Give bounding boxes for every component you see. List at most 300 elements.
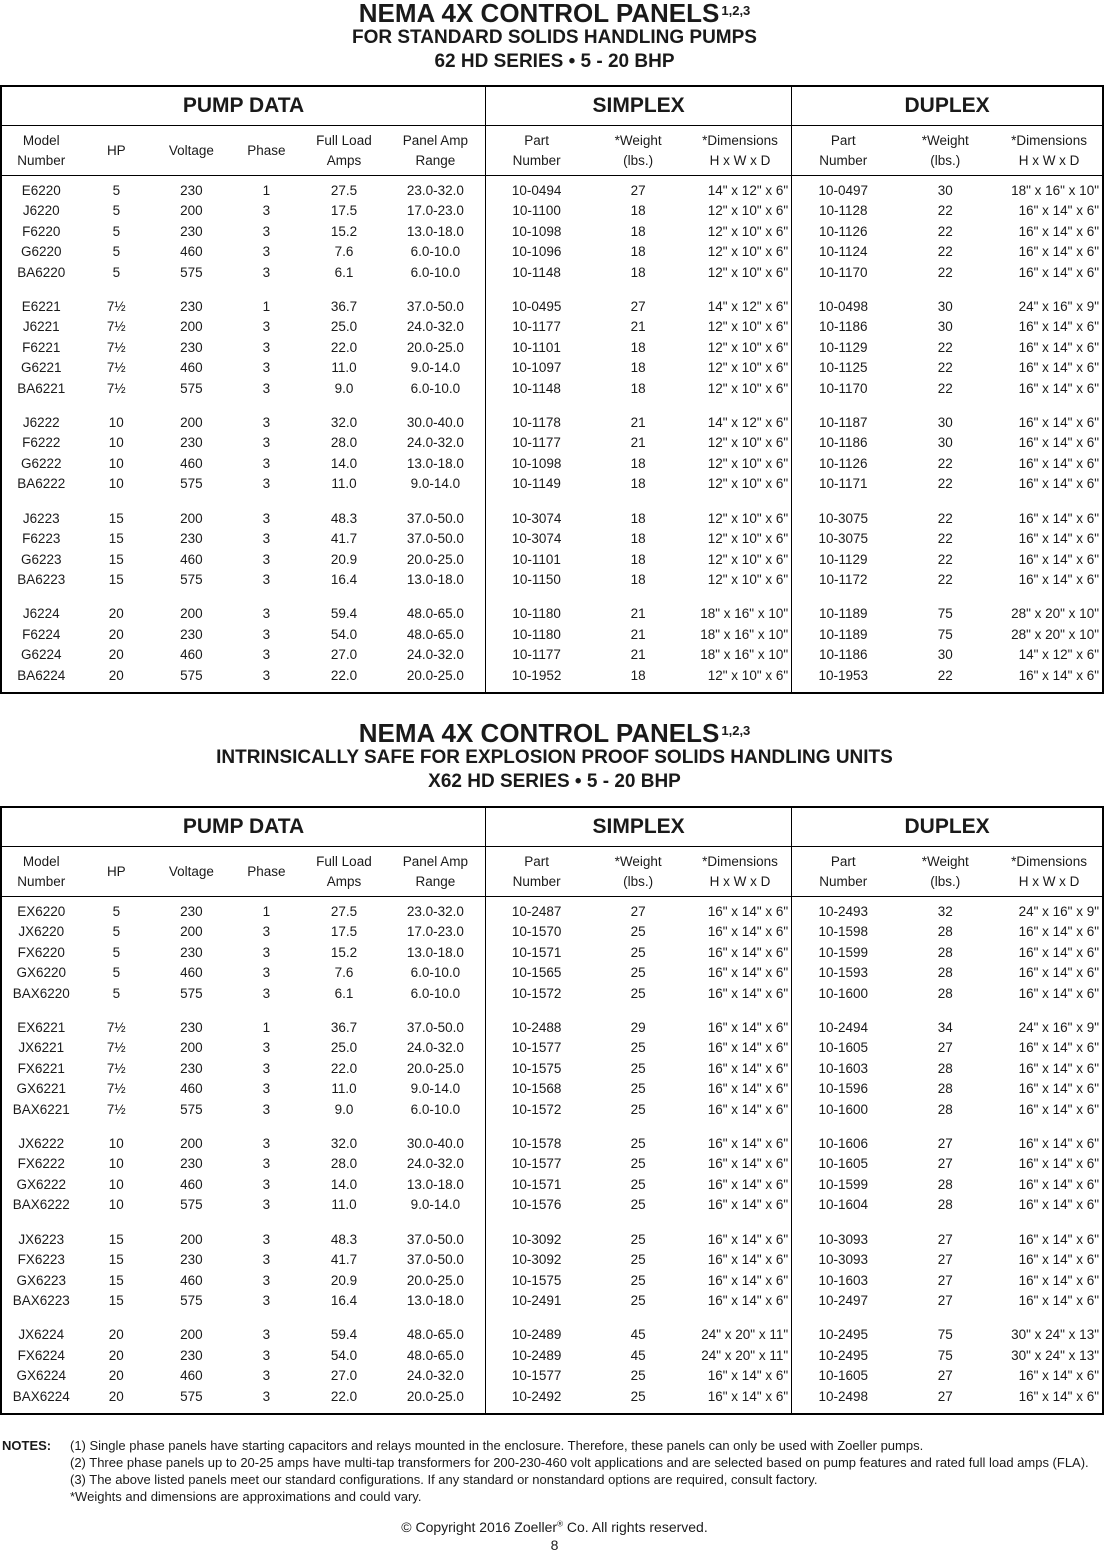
notes-lines — [70, 1437, 1089, 1505]
cell-value: 7½ — [106, 360, 126, 376]
cell-value: GX6223 — [16, 1272, 67, 1288]
cell-value: F6223 — [22, 531, 61, 547]
table-cell — [486, 408, 588, 504]
cell-value: 34 — [937, 1020, 953, 1036]
table-cell — [81, 176, 153, 293]
cell-value: 6.0-10.0 — [410, 1101, 461, 1117]
note-3: (3) The above listed panels meet our standard configurations. If any standard or nonstandard options are required, consult factory. — [70, 1472, 818, 1487]
cell-value: 16" x 14" x 6" — [707, 944, 789, 960]
cell-value: GX6221 — [16, 1081, 67, 1097]
table-cell — [231, 1013, 303, 1129]
cell-value: 27 — [937, 1040, 953, 1056]
table-cell — [1, 292, 81, 408]
group-header-row — [1, 86, 1103, 126]
cell-value: 22.0 — [330, 339, 358, 355]
table-cell — [792, 897, 895, 1014]
cell-value: 3 — [262, 1136, 271, 1152]
cell-value: GX6224 — [16, 1368, 67, 1384]
cell-value: 37.0-50.0 — [406, 510, 464, 526]
cell-value: 16" x 14" x 6" — [1018, 1136, 1099, 1152]
cell-value: 28 — [937, 1176, 953, 1192]
group-header-duplex: DUPLEX — [792, 86, 1103, 126]
cell-value: 10-3093 — [818, 1231, 869, 1247]
cell-value: 10-1189 — [819, 626, 868, 642]
cell-value: 10-1180 — [512, 606, 561, 622]
table-cell — [587, 292, 689, 408]
column-header-line: (lbs.) — [930, 152, 961, 168]
cell-value: 12" x 10" x 6" — [707, 360, 789, 376]
table-cell — [302, 1013, 386, 1129]
cell-value: 230 — [180, 1347, 203, 1363]
cell-value: 30 — [937, 319, 953, 335]
cell-value: 10 — [108, 476, 124, 492]
table-cell — [894, 504, 996, 600]
cell-value: 16" x 14" x 6" — [1018, 571, 1099, 587]
cell-value: 48.3 — [330, 510, 358, 526]
cell-value: 10 — [108, 415, 124, 431]
table-cell — [587, 897, 689, 1014]
cell-value: 10-1598 — [818, 924, 869, 940]
cell-value: 16" x 14" x 6" — [707, 1156, 789, 1172]
cell-value: 10-1177 — [512, 319, 561, 335]
cell-value: 10-1177 — [512, 435, 561, 451]
cell-value: 230 — [180, 339, 203, 355]
column-header — [81, 126, 153, 176]
cell-value: 10-1593 — [818, 965, 869, 981]
cell-value: 18 — [630, 244, 646, 260]
table-cell — [1, 1225, 81, 1321]
cell-value: 10-1124 — [819, 244, 868, 260]
cell-value: 24.0-32.0 — [406, 1040, 464, 1056]
table-cell — [792, 1129, 895, 1225]
note-2: (2) Three phase panels up to 20-25 amps have multi-tap transformers for 200-230-460 volt applications and are selected based on pump features and rated full load amps (FLA). — [70, 1455, 1089, 1470]
cell-value: 16" x 14" x 6" — [1018, 415, 1099, 431]
cell-value: FX6223 — [17, 1252, 65, 1268]
cell-value: 10-1172 — [819, 571, 868, 587]
column-header-line: Range — [415, 152, 456, 168]
table1-control-panels — [0, 85, 1104, 694]
table-cell — [996, 504, 1103, 600]
cell-value: 37.0-50.0 — [406, 299, 464, 315]
cell-value: 6.0-10.0 — [410, 380, 461, 396]
cell-value: 10-1129 — [819, 551, 868, 567]
cell-value: 3 — [262, 1101, 271, 1117]
cell-value: 10-1177 — [512, 647, 561, 663]
cell-value: BA6223 — [17, 571, 66, 587]
cell-value: 10-2497 — [818, 1292, 869, 1308]
table-cell — [792, 504, 895, 600]
cell-value: 460 — [180, 551, 203, 567]
cell-value: 10-1953 — [818, 667, 869, 683]
cell-value: FX6221 — [17, 1060, 65, 1076]
table-cell — [486, 1225, 588, 1321]
cell-value: BA6221 — [17, 380, 66, 396]
cell-value: 37.0-50.0 — [406, 1231, 464, 1247]
cell-value: 460 — [180, 647, 203, 663]
cell-value: 24.0-32.0 — [406, 647, 464, 663]
cell-value: 10-1605 — [818, 1156, 869, 1172]
cell-value: 21 — [630, 626, 646, 642]
cell-value: 20 — [108, 647, 124, 663]
cell-value: 25 — [630, 965, 646, 981]
column-header-line: *Dimensions — [1011, 853, 1087, 869]
group-header-simplex: SIMPLEX — [486, 86, 792, 126]
table-row-group — [1, 408, 1103, 504]
cell-value: 3 — [262, 571, 271, 587]
column-header-line: Part — [524, 132, 549, 148]
cell-value: J6223 — [22, 510, 60, 526]
cell-value: 12" x 10" x 6" — [707, 264, 789, 280]
cell-value: 7½ — [106, 319, 126, 335]
cell-value: 460 — [180, 965, 203, 981]
table-cell — [152, 504, 231, 600]
cell-value: 200 — [180, 1231, 203, 1247]
cell-value: EX6220 — [17, 904, 66, 919]
cell-value: 3 — [262, 1197, 271, 1213]
cell-value: 16" x 14" x 6" — [707, 985, 789, 1001]
cell-value: BA6222 — [17, 476, 66, 492]
table-cell — [152, 1225, 231, 1321]
cell-value: 17.0-23.0 — [406, 203, 464, 219]
cell-value: 10-1170 — [819, 380, 868, 396]
cell-value: BAX6222 — [12, 1197, 70, 1213]
cell-value: 29 — [630, 1020, 646, 1036]
cell-value: 3 — [262, 455, 271, 471]
cell-value: 10 — [108, 1136, 124, 1152]
cell-value: 16" x 14" x 6" — [707, 1197, 789, 1213]
cell-value: 16" x 14" x 6" — [1018, 264, 1099, 280]
table-cell — [894, 1013, 996, 1129]
table2-title: NEMA 4X CONTROL PANELS $^{1,2,3}$ — [358, 718, 751, 748]
table-cell — [894, 897, 996, 1014]
table-cell — [152, 599, 231, 693]
cell-value: 7½ — [106, 339, 126, 355]
table-cell — [81, 1320, 153, 1414]
cell-value: 25 — [630, 1292, 646, 1308]
cell-value: 9.0-14.0 — [410, 1081, 461, 1097]
table-cell — [486, 1320, 588, 1414]
cell-value: 24.0-32.0 — [406, 1156, 464, 1172]
table-cell — [152, 897, 231, 1014]
copyright: © Copyright 2016 Zoeller® Co. All rights reserved. — [401, 1519, 708, 1535]
cell-value: 3 — [262, 1327, 271, 1343]
cell-value: 27 — [937, 1231, 953, 1247]
cell-value: 3 — [262, 985, 271, 1001]
cell-value: 10-1952 — [511, 667, 562, 683]
table1-series: 62 HD SERIES • 5 - 20 BHP — [434, 51, 675, 72]
table-row-group — [1, 897, 1103, 1014]
cell-value: 5 — [112, 944, 121, 960]
column-header — [996, 847, 1103, 897]
cell-value: 3 — [262, 319, 271, 335]
cell-value: 48.3 — [330, 1231, 358, 1247]
cell-value: 3 — [262, 1040, 271, 1056]
cell-value: 7.6 — [334, 965, 354, 981]
cell-value: 16" x 14" x 6" — [707, 1020, 789, 1036]
cell-value: BAX6224 — [12, 1388, 70, 1404]
cell-value: 16" x 14" x 6" — [707, 1040, 789, 1056]
cell-value: 10-1599 — [818, 944, 869, 960]
cell-value: F6220 — [22, 223, 61, 239]
cell-value: 16" x 14" x 6" — [1018, 1081, 1099, 1097]
cell-value: 7.6 — [334, 244, 354, 260]
column-header — [81, 847, 153, 897]
cell-value: 575 — [180, 1292, 203, 1308]
cell-value: 16" x 14" x 6" — [1018, 1040, 1099, 1056]
cell-value: 575 — [180, 1197, 203, 1213]
cell-value: 25 — [630, 1156, 646, 1172]
table-cell — [486, 897, 588, 1014]
cell-value: 10-1126 — [819, 455, 868, 471]
cell-value: 16" x 14" x 6" — [1018, 1156, 1099, 1172]
cell-value: 10-2491 — [511, 1292, 562, 1308]
cell-value: 10-1186 — [819, 435, 868, 451]
cell-value: 28 — [937, 944, 953, 960]
cell-value: 11.0 — [331, 1081, 357, 1097]
cell-value: 10-1599 — [818, 1176, 869, 1192]
table-cell — [996, 292, 1103, 408]
cell-value: 16" x 14" x 6" — [1018, 1368, 1099, 1384]
cell-value: 24" x 20" x 11" — [701, 1347, 789, 1363]
cell-value: 9.0 — [334, 380, 354, 396]
cell-value: 10-1187 — [819, 415, 868, 431]
cell-value: 45 — [630, 1327, 646, 1343]
table-cell — [1, 176, 81, 293]
cell-value: 16" x 14" x 6" — [1018, 1252, 1099, 1268]
cell-value: 10-1186 — [819, 319, 868, 335]
cell-value: 16" x 14" x 6" — [707, 1292, 789, 1308]
table-cell — [386, 1013, 486, 1129]
cell-value: 10 — [108, 455, 124, 471]
cell-value: 3 — [262, 551, 271, 567]
cell-value: 3 — [262, 1060, 271, 1076]
cell-value: 37.0-50.0 — [406, 531, 464, 547]
cell-value: 37.0-50.0 — [406, 1020, 464, 1036]
cell-value: 230 — [180, 1060, 203, 1076]
cell-value: 10-1148 — [512, 264, 561, 280]
cell-value: 16" x 14" x 6" — [707, 1231, 789, 1247]
cell-value: 16" x 14" x 6" — [1018, 510, 1099, 526]
cell-value: 10-1600 — [818, 1101, 869, 1117]
table-cell — [81, 408, 153, 504]
table-cell — [996, 1225, 1103, 1321]
table2-intrinsically-safe-panels — [0, 806, 1104, 1415]
cell-value: 23.0-32.0 — [406, 904, 464, 919]
cell-value: G6220 — [21, 244, 62, 260]
column-header-line: Number — [17, 152, 66, 168]
cell-value: 10-2492 — [511, 1388, 562, 1404]
cell-value: 10-1101 — [512, 551, 561, 567]
cell-value: G6222 — [21, 455, 62, 471]
table-cell — [996, 176, 1103, 293]
cell-value: 10-1098 — [511, 223, 562, 239]
cell-value: GX6222 — [16, 1176, 67, 1192]
cell-value: G6221 — [21, 360, 62, 376]
cell-value: BA6224 — [17, 667, 66, 683]
cell-value: 75 — [937, 1327, 953, 1343]
cell-value: 16" x 14" x 6" — [1018, 1292, 1099, 1308]
cell-value: 18 — [630, 264, 646, 280]
table-cell — [302, 176, 386, 293]
table-row-group — [1, 1225, 1103, 1321]
cell-value: 12" x 10" x 6" — [707, 667, 789, 683]
cell-value: 10-1575 — [511, 1060, 562, 1076]
cell-value: 22 — [937, 531, 953, 547]
cell-value: 16" x 14" x 6" — [707, 904, 789, 919]
cell-value: 6.1 — [334, 264, 354, 280]
cell-value: 28.0 — [330, 435, 358, 451]
cell-value: E6220 — [21, 183, 61, 198]
cell-value: 27.5 — [330, 183, 358, 198]
cell-value: 27 — [937, 1272, 953, 1288]
cell-value: 20 — [108, 1327, 124, 1343]
cell-value: 27 — [937, 1136, 953, 1152]
cell-value: 10-1577 — [511, 1156, 562, 1172]
column-header-line: Phase — [247, 863, 286, 879]
cell-value: 16" x 14" x 6" — [1018, 1388, 1099, 1404]
cell-value: 3 — [262, 944, 271, 960]
table-cell — [587, 599, 689, 693]
cell-value: BAX6221 — [12, 1101, 70, 1117]
cell-value: 3 — [262, 1368, 271, 1384]
cell-value: 230 — [180, 435, 203, 451]
cell-value: 25 — [630, 1081, 646, 1097]
cell-value: 460 — [180, 1368, 203, 1384]
cell-value: 10-1128 — [819, 203, 868, 219]
cell-value: 37.0-50.0 — [406, 1252, 464, 1268]
table-cell — [302, 292, 386, 408]
cell-value: 24" x 16" x 9" — [1018, 1020, 1099, 1036]
cell-value: 10-2495 — [818, 1347, 869, 1363]
column-header-line: Model — [22, 853, 60, 869]
cell-value: 22 — [937, 203, 953, 219]
cell-value: 575 — [180, 985, 203, 1001]
cell-value: 20 — [108, 606, 124, 622]
table-cell — [996, 1013, 1103, 1129]
column-header — [587, 126, 689, 176]
column-header-line: HP — [106, 863, 126, 879]
cell-value: GX6220 — [16, 965, 67, 981]
column-header-line: *Dimensions — [1011, 132, 1087, 148]
cell-value: 21 — [630, 647, 646, 663]
table-cell — [894, 1225, 996, 1321]
column-header-line: Number — [819, 152, 868, 168]
cell-value: 10-1606 — [818, 1136, 869, 1152]
cell-value: 16" x 14" x 6" — [707, 1060, 789, 1076]
cell-value: 20.9 — [330, 1272, 358, 1288]
cell-value: 10-2495 — [818, 1327, 869, 1343]
column-header — [302, 847, 386, 897]
table-cell — [81, 1225, 153, 1321]
cell-value: 18" x 16" x 10" — [700, 606, 789, 622]
cell-value: 10-1101 — [512, 339, 561, 355]
cell-value: 28" x 20" x 10" — [1011, 606, 1099, 622]
cell-value: 75 — [937, 626, 953, 642]
cell-value: 3 — [262, 531, 271, 547]
cell-value: 10-3092 — [511, 1231, 562, 1247]
column-header-line: *Weight — [921, 132, 969, 148]
cell-value: 27 — [937, 1368, 953, 1384]
cell-value: 22.0 — [330, 1060, 358, 1076]
cell-value: 48.0-65.0 — [406, 1347, 464, 1363]
column-header-line: Number — [819, 873, 868, 889]
group-header-pump-data: PUMP DATA — [1, 86, 486, 126]
cell-value: 15 — [108, 1292, 124, 1308]
cell-value: 16" x 14" x 6" — [1018, 1060, 1099, 1076]
table-cell — [996, 1320, 1103, 1414]
cell-value: 25 — [630, 985, 646, 1001]
table-cell — [302, 1320, 386, 1414]
cell-value: 6.0-10.0 — [410, 264, 461, 280]
cell-value: 16" x 14" x 6" — [1018, 965, 1099, 981]
table-cell — [302, 1129, 386, 1225]
cell-value: 10-1148 — [512, 380, 561, 396]
cell-value: 10-1576 — [511, 1197, 562, 1213]
cell-value: 575 — [180, 1101, 203, 1117]
table-cell — [81, 292, 153, 408]
cell-value: 460 — [180, 1176, 203, 1192]
cell-value: 12" x 10" x 6" — [707, 223, 789, 239]
table-cell — [486, 1129, 588, 1225]
column-header — [386, 126, 486, 176]
column-header-line: *Dimensions — [702, 853, 778, 869]
cell-value: JX6222 — [18, 1136, 65, 1152]
cell-value: 24.0-32.0 — [406, 1368, 464, 1384]
cell-value: 18" x 16" x 10" — [700, 626, 789, 642]
cell-value: 16.4 — [330, 1292, 358, 1308]
table-cell — [1, 504, 81, 600]
cell-value: 28 — [937, 1081, 953, 1097]
cell-value: 30 — [937, 415, 953, 431]
cell-value: 230 — [180, 904, 203, 919]
cell-value: 7½ — [106, 1020, 126, 1036]
cell-value: 18 — [630, 223, 646, 239]
cell-value: 21 — [630, 319, 646, 335]
cell-value: 17.5 — [330, 924, 358, 940]
cell-value: 10-1578 — [511, 1136, 562, 1152]
cell-value: 25 — [630, 1388, 646, 1404]
table-cell — [792, 1013, 895, 1129]
cell-value: 24.0-32.0 — [406, 435, 464, 451]
cell-value: 25 — [630, 1176, 646, 1192]
cell-value: 20.0-25.0 — [406, 667, 464, 683]
cell-value: 3 — [262, 626, 271, 642]
column-header-row — [1, 126, 1103, 176]
note-1: (1) Single phase panels have starting capacitors and relays mounted in the enclosure. Therefore, these panels can only be used with Zoeller pumps. — [70, 1438, 924, 1453]
cell-value: 200 — [180, 1327, 203, 1343]
table-cell — [587, 408, 689, 504]
column-header-line: Full Load — [316, 132, 372, 148]
cell-value: 575 — [180, 1388, 203, 1404]
cell-value: 7½ — [106, 1060, 126, 1076]
table1-titles — [0, 0, 1109, 74]
cell-value: 10 — [108, 1156, 124, 1172]
cell-value: 10-2498 — [818, 1388, 869, 1404]
cell-value: 7½ — [106, 380, 126, 396]
cell-value: 27.5 — [330, 904, 358, 919]
table-row-group — [1, 1013, 1103, 1129]
table-cell — [152, 1129, 231, 1225]
cell-value: 200 — [180, 319, 203, 335]
column-header — [152, 126, 231, 176]
table-cell — [689, 1320, 792, 1414]
cell-value: 10-0495 — [511, 299, 562, 315]
table-cell — [792, 599, 895, 693]
cell-value: 575 — [180, 264, 203, 280]
cell-value: 10-1605 — [818, 1368, 869, 1384]
column-header — [1, 847, 81, 897]
table-cell — [894, 599, 996, 693]
